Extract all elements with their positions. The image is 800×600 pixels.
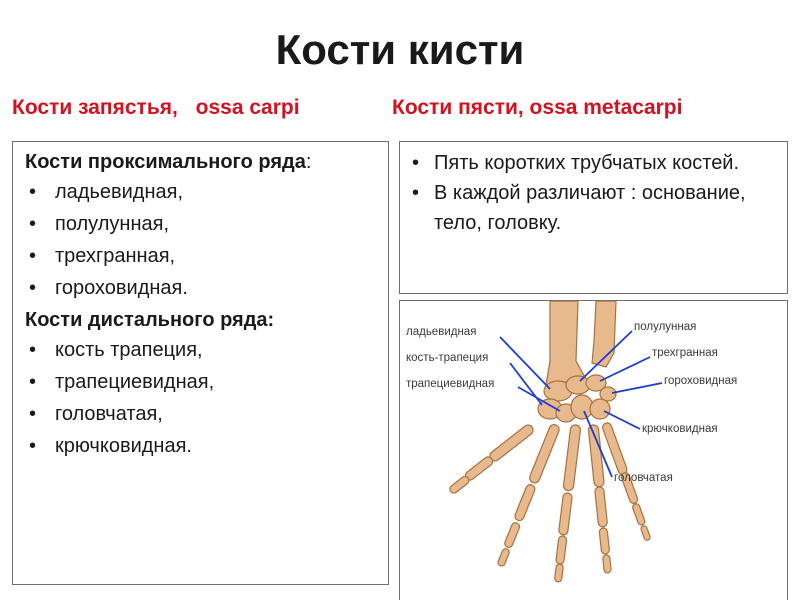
metacarpal-bones-box xyxy=(399,141,788,294)
radius-bone xyxy=(546,301,586,385)
index-phalanx xyxy=(504,522,521,549)
little-metacarpal xyxy=(601,422,628,476)
pointer-pisiform xyxy=(612,383,662,393)
label-hamate: крючковидная xyxy=(642,423,718,435)
list-item: • Пять коротких трубчатых костей. xyxy=(412,148,777,178)
distal-row-list xyxy=(25,334,378,462)
metacarpal-list xyxy=(412,148,777,238)
thumb-metacarpal xyxy=(488,423,535,463)
label-trapezoid: трапециевидная xyxy=(406,378,495,390)
list-item: • ладьевидная, xyxy=(25,176,378,208)
thumb-phalanx xyxy=(448,475,470,495)
carpal-bones-box xyxy=(12,141,389,585)
metacarpal-heading: Кости пясти, ossa metacarpi xyxy=(392,96,683,119)
list-item: • гороховидная. xyxy=(25,272,378,304)
label-trapezium: кость-трапеция xyxy=(406,352,489,364)
carpal-latin: ossa carpi xyxy=(195,96,300,119)
ring-phalanx xyxy=(595,487,608,528)
little-phalanx xyxy=(640,525,651,541)
carpal-hamate xyxy=(590,399,610,419)
list-item: • трапециевидная, xyxy=(25,366,378,398)
ring-phalanx xyxy=(603,555,612,574)
middle-phalanx xyxy=(556,536,567,565)
label-lunate: полулунная xyxy=(634,321,697,333)
page-title: Кости кисти xyxy=(275,26,525,73)
hand-skeleton-illustration xyxy=(400,301,788,600)
middle-phalanx xyxy=(558,492,572,535)
list-item: • полулунная, xyxy=(25,208,378,240)
label-triquetrum: трехгранная xyxy=(652,347,718,359)
proximal-row-list xyxy=(25,176,378,304)
label-pisiform: гороховидная xyxy=(664,375,738,387)
ring-metacarpal xyxy=(588,424,604,487)
proximal-row-colon: : xyxy=(305,151,312,173)
pointer-scaphoid xyxy=(500,337,550,389)
carpal-heading-text: Кости запястья, xyxy=(12,96,178,119)
list-item: • крючковидная. xyxy=(25,430,378,462)
list-item: • кость трапеция, xyxy=(25,334,378,366)
list-item: • трехгранная, xyxy=(25,240,378,272)
label-capitate: головчатая xyxy=(614,472,673,484)
middle-metacarpal xyxy=(563,424,581,491)
proximal-row-heading-text: Кости проксимального ряда xyxy=(25,151,306,173)
distal-row-heading: Кости дистального ряда: xyxy=(25,309,275,331)
list-item: • головчатая, xyxy=(25,398,378,430)
index-phalanx xyxy=(497,548,510,567)
carpal-heading xyxy=(12,96,300,120)
little-phalanx xyxy=(632,503,646,526)
list-item: • В каждой различают : основание, тело, головку. xyxy=(412,178,777,238)
proximal-row-heading xyxy=(25,148,378,176)
hand-skeleton-figure xyxy=(399,300,788,600)
label-scaphoid: ладьевидная xyxy=(406,326,477,338)
index-phalanx xyxy=(514,483,537,522)
ring-phalanx xyxy=(599,528,610,555)
middle-phalanx xyxy=(554,564,563,583)
